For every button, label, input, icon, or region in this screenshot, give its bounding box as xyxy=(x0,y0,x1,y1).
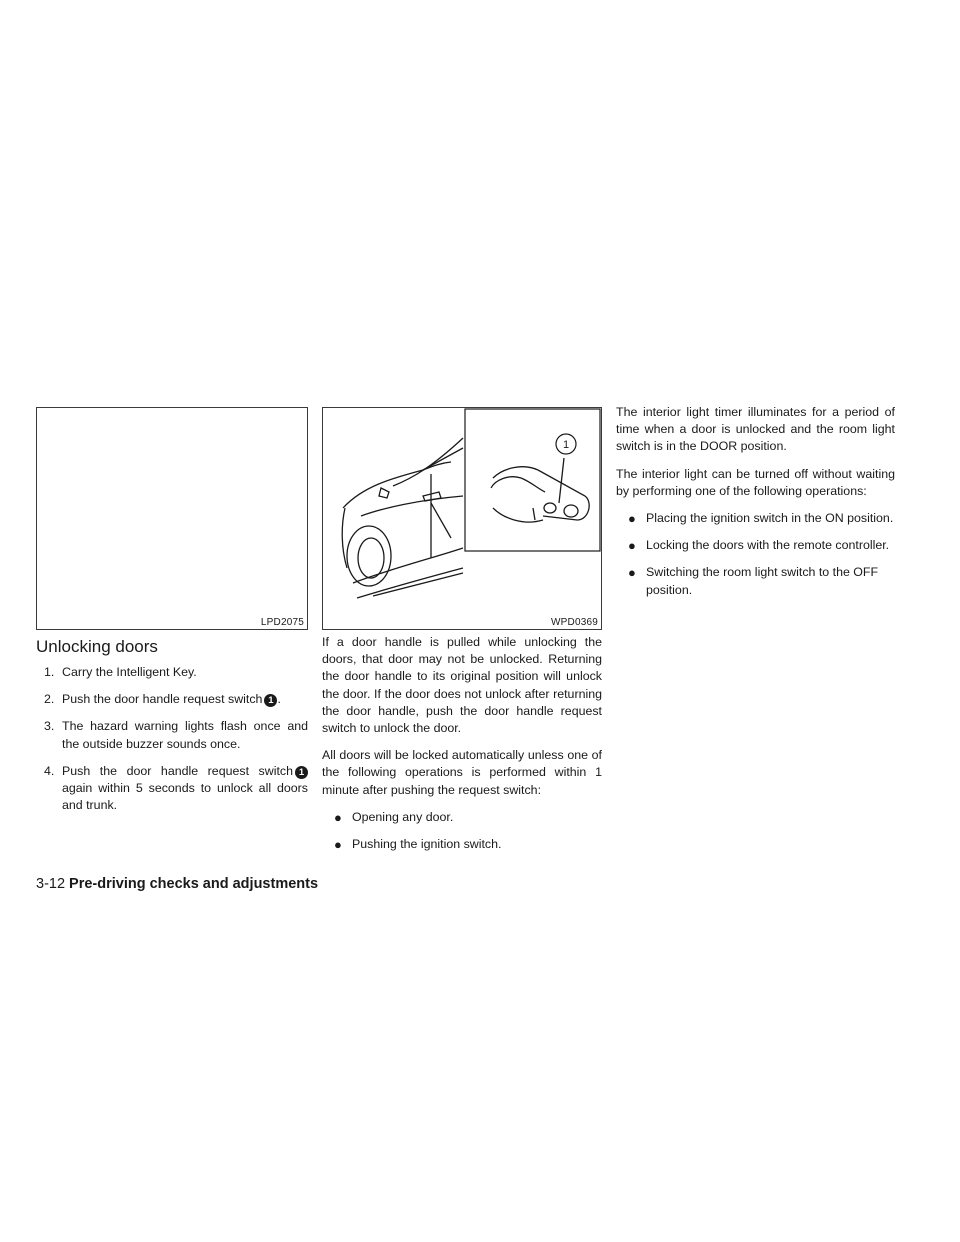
figure-code: WPD0369 xyxy=(551,617,598,628)
list-item: ● Opening any door. xyxy=(334,809,454,825)
chapter-name: Pre-driving checks and adjustments xyxy=(69,876,319,892)
steps-list xyxy=(36,664,308,814)
page-number: 3-12 xyxy=(36,876,66,892)
figure-left xyxy=(36,407,308,630)
step-3: 3. The hazard warning lights flash once and the outside buzzer sounds once. xyxy=(44,719,308,751)
list-item: ● Switching the room light switch to the OFF position. xyxy=(628,565,879,597)
middle-column xyxy=(322,634,602,863)
door-handle-illustration xyxy=(323,408,601,629)
left-column xyxy=(36,664,308,824)
right-column xyxy=(616,404,895,609)
bullet-list xyxy=(322,809,602,853)
page-footer xyxy=(36,876,318,892)
section-title: Unlocking doors xyxy=(36,637,158,656)
callout-number: 1 xyxy=(562,439,570,451)
list-item: ● Locking the doors with the remote controller. xyxy=(628,538,890,554)
figure-code: LPD2075 xyxy=(260,617,304,628)
step-4: 4. Push the door handle request switch 1 again within 5 seconds to unlock all doors and trunk. xyxy=(44,763,308,813)
marker-1-icon: 1 xyxy=(264,694,277,707)
list-item: ● Pushing the ignition switch. xyxy=(334,837,502,853)
step-1: 1. Carry the Intelligent Key. xyxy=(44,665,197,679)
paragraph: The interior light can be turned off without waiting by performing one of the following operations: xyxy=(616,466,895,498)
step-2: 2. Push the door handle request switch 1 . xyxy=(44,692,281,707)
list-item: ● Placing the ignition switch in the ON position. xyxy=(628,511,894,527)
paragraph: The interior light timer illuminates for a period of time when a door is unlocked and the room light switch is in the DOOR position. xyxy=(616,405,895,454)
paragraph: All doors will be locked automatically unless one of the following operations is performed within 1 minute after pushing the request switch: xyxy=(322,748,602,797)
figure-door-handle xyxy=(322,407,602,630)
marker-1-icon: 1 xyxy=(295,766,308,779)
bullet-list xyxy=(616,510,895,599)
paragraph: If a door handle is pulled while unlocking the doors, that door may not be unlocked. Returning the door handle to its original position will unlock the door. If the door does not unlock after returning the door handle, push the door handle request switch to unlock the door. xyxy=(322,635,602,736)
